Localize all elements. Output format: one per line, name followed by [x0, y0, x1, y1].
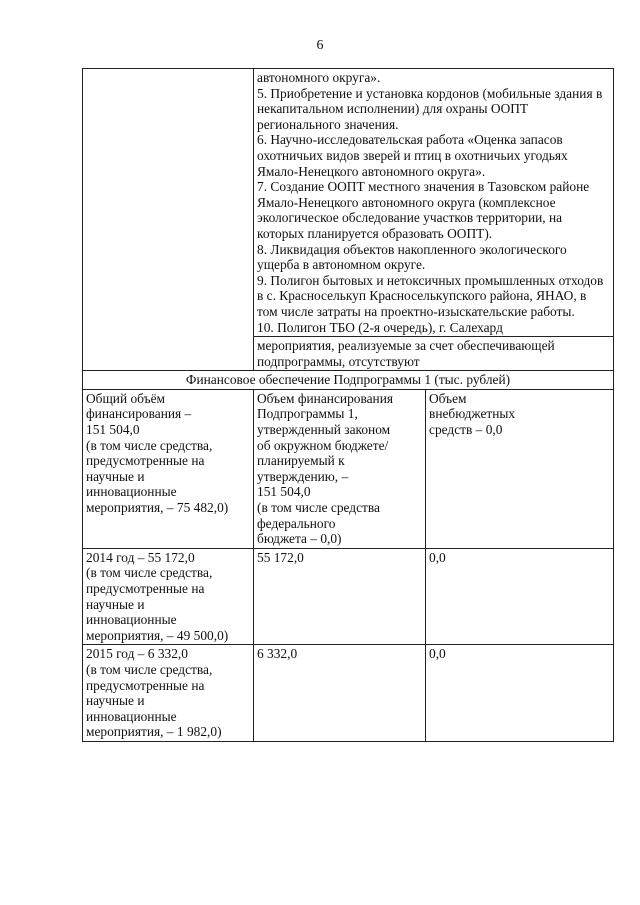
financing-title: Финансовое обеспечение Подпрограммы 1 (тыс. рублей): [83, 371, 614, 390]
year-extrabudget-cell: 0,0: [426, 548, 614, 645]
activity-item: 6. Научно-исследовательская работа «Оценка запасов охотничьих видов зверей и птиц в охотничьих угодьях Ямало-Ненецкого автономного округа».: [257, 132, 568, 179]
financing-header-row: [83, 389, 614, 548]
subprogram-table: [82, 68, 614, 742]
activity-item: 10. Полигон ТБО (2-я очередь), г. Салехард: [257, 319, 503, 335]
activity-item: автономного округа».: [257, 70, 381, 85]
activities-row: [83, 69, 614, 337]
year-total-cell: 2014 год – 55 172,0 (в том числе средства, предусмотренные на научные и инновационные мероприятия, – 49 500,0): [83, 548, 254, 645]
year-budget-cell: 55 172,0: [254, 548, 426, 645]
page-number: 6: [316, 38, 324, 53]
activity-item: 5. Приобретение и установка кордонов (мобильные здания в некапитальном исполнении) для охраны ООПТ регионального значения.: [257, 85, 603, 132]
support-note: мероприятия, реализуемые за счет обеспечивающей подпрограммы, отсутствуют: [254, 337, 614, 371]
activities-label-cell: [83, 69, 254, 371]
activity-item: 9. Полигон бытовых и нетоксичных промышленных отходов в с. Красноселькуп Красноселькупского района, ЯНАО, в том числе затраты на проектно-изыскательские работы.: [257, 272, 604, 319]
financing-title-row: [83, 371, 614, 390]
year-total-cell: 2015 год – 6 332,0 (в том числе средства, предусмотренные на научные и инновационные мероприятия, – 1 982,0): [83, 645, 254, 742]
total-financing-cell: Общий объём финансирования – 151 504,0 (в том числе средства, предусмотренные на научные и инновационные мероприятия, – 75 482,0): [83, 389, 254, 548]
extrabudget-financing-cell: Объем внебюджетных средств – 0,0: [426, 389, 614, 548]
budget-financing-cell: Объем финансирования Подпрограммы 1, утвержденный законом об окружном бюджете/ планируемый к утверждению, – 151 504,0 (в том числе средства федерального бюджета – 0,0): [254, 389, 426, 548]
year-budget-cell: 6 332,0: [254, 645, 426, 742]
year-extrabudget-cell: 0,0: [426, 645, 614, 742]
year-row-2015: [83, 645, 614, 742]
activity-item: 7. Создание ООПТ местного значения в Тазовском районе Ямало-Ненецкого автономного округа (комплексное экологическое обследование участков территории, на которых планируется образовать ООПТ).: [257, 179, 590, 241]
activities-list-cell: [254, 69, 614, 337]
year-row-2014: [83, 548, 614, 645]
activity-item: 8. Ликвидация объектов накопленного экологического ущерба в автономном округе.: [257, 241, 567, 273]
